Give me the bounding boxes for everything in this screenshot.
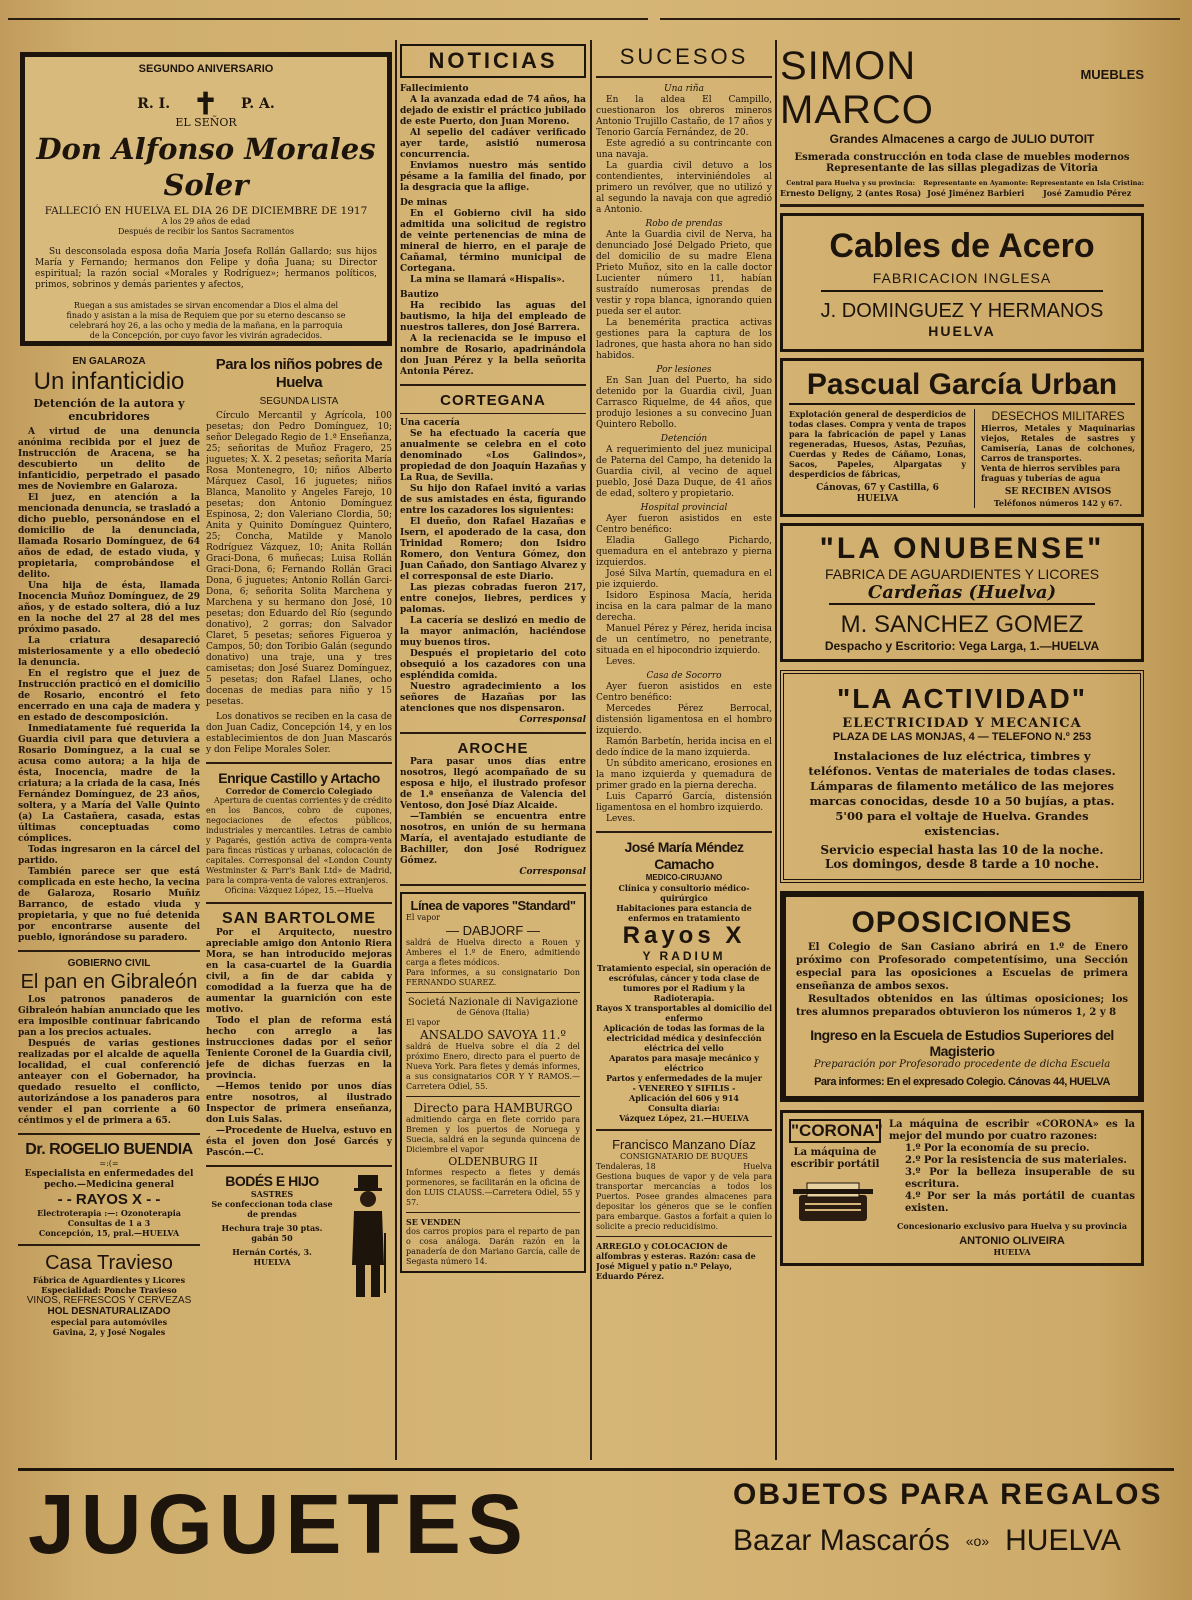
top-rule-right: [660, 18, 1180, 20]
bartolome-paragraph: Todo el plan de reforma está hecho con arreglo a las instrucciones dadas por el señor Teniente Coronel de la Guardia civil, jefe de dichas fuerzas en la provincia.: [206, 1016, 392, 1081]
arreglo-notice: ARREGLO y COLOCACION de alfombras y esteras. Razón: casa de José Miguel y patio n.º Pelayo, Eduardo Pérez.: [596, 1241, 756, 1281]
sucesos-paragraph: En la aldea El Campillo, cuestionaron los obreros mineros Antonio Trujillo Castaño, de 17 años y Tenorio García Fernández, de 20.: [596, 95, 772, 138]
simon-line: Esmerada construcción en toda clase de muebles modernos: [794, 152, 1130, 163]
aroche-title: AROCHE: [457, 740, 529, 757]
footer-separator: «o»: [965, 1533, 990, 1549]
noticias-paragraph: A la avanzada edad de 74 años, ha dejado de existir el práctico jubilado de este Puerto, don Juan Moreno.: [400, 95, 586, 127]
vapores-hamburgo: Directo para HAMBURGO: [413, 1101, 573, 1115]
bartolome-paragraph: Por el Arquitecto, nuestro apreciable amigo don Antonio Riera Mora, se han introducido mejoras en la casa-cuartel de la Guardia civil, a fin de dar cabida y comodidad a la fuerza que ha de aumentar la guarnición con este motivo.: [206, 928, 392, 1015]
vapores-company-city: de Génova (Italia): [456, 1008, 530, 1017]
footer-banner: [18, 1468, 1174, 1580]
typewriter-icon: [789, 1177, 881, 1231]
obituary-rip-left: R. I.: [137, 96, 171, 112]
mendez-line: Habitaciones para estancia de enfermos en tratamiento: [616, 903, 752, 923]
cables-company: J. DOMINGUEZ Y HERMANOS: [820, 300, 1104, 322]
footer-juguetes: JUGUETES: [28, 1477, 529, 1571]
manzano-text: Gestiona buques de vapor y de vela para transportar mercancías a todos los Puertos. Posee grandes almacenes para depositar los géneros que se le confíen para embarque. Gastos a forfait a quien lo solicite a precio reducidísimo.: [596, 1172, 772, 1231]
pascual-right: Hierros, Metales y Maquinarias viejos, Retales de sastres y Camisería, Lanas de colchones, Carros de transportes.: [981, 423, 1135, 463]
ninos-subtitle: SEGUNDA LISTA: [259, 396, 339, 407]
obituary-sacraments: Después de recibir los Santos Sacramentos: [118, 227, 294, 236]
buendia-specialty: Especialista en enfermedades del pecho.—Medicina general: [24, 1169, 194, 1190]
pascual-tel: Teléfonos números 142 y 67.: [993, 498, 1123, 508]
sucesos-heading: Una riña: [664, 84, 704, 94]
sucesos-paragraph: Leves.: [606, 814, 636, 824]
bodes-line: HUELVA: [253, 1257, 291, 1267]
pascual-avisos: SE RECIBEN AVISOS: [1004, 487, 1112, 497]
buendia-separator: =:(=: [99, 1159, 119, 1168]
obituary-notice: [20, 52, 392, 346]
noticias-paragraph: En el Gobierno civil ha sido admitida una solicitud de registro de veinte pertenencias de mina de mineral de hierro, en el paraje de Cañamal, término municipal de Cortegana.: [400, 209, 586, 274]
sucesos-paragraph: A requerimiento del juez municipal de Paterna del Campo, ha detenido la Guardia civil, al vecino de aquel pueblo, José Daza Duque, de 41 años de edad, soltero y propietario.: [596, 445, 772, 499]
column-left-a: [18, 356, 200, 1466]
travieso-line: Fábrica de Aguardientes y Licores: [32, 1275, 186, 1285]
vapores-ship: OLDENBURG II: [448, 1155, 538, 1168]
mendez-rayos: Rayos X: [622, 922, 746, 949]
noticias-heading: De minas: [400, 198, 448, 208]
vapores-title: Línea de vapores "Standard": [410, 898, 576, 913]
pascual-right2: Venta de hierros servibles para fraguas y tuberías de agua: [981, 463, 1121, 483]
travieso-line: especial para automóviles: [50, 1317, 168, 1327]
noticias-paragraph: Ha recibido las aguas del bautismo, la hija del empleado de nuestros talleres, don José Barrera.: [400, 301, 586, 333]
galaroza-paragraph: Todas ingresaron en la cárcel del partido.: [18, 845, 200, 866]
oposiciones-title: OPOSICIONES: [851, 906, 1073, 939]
galaroza-paragraph: La criatura desapareció misteriosamente y a ello obedeció la denuncia.: [18, 636, 200, 668]
buendia-hours: Consultas de 1 a 3: [67, 1218, 151, 1228]
noticias-paragraph: A la recienacida se le impuso el nombre de Rosario, apadrinándola don Juan Pérez y la bella señorita Antonia Pérez.: [400, 334, 586, 377]
onubense-sub: FABRICA DE AGUARDIENTES Y LICORES: [824, 566, 1100, 582]
castillo-office: Oficina: Vázquez López, 15.—Huelva: [224, 886, 374, 895]
mendez-sub: MEDICO-CIRUJANO: [645, 873, 723, 882]
travieso-line: HOL DESNATURALIZADO: [47, 1306, 171, 1317]
mendez-line: Aplicación del 606 y 914: [629, 1093, 739, 1103]
buendia-address: Concepción, 15, pral.—HUELVA: [38, 1228, 180, 1238]
vapores-company: Societá Nazionale di Navigazione: [407, 997, 579, 1008]
sucesos-heading: Hospital provincial: [640, 503, 728, 513]
manzano-city: Huelva: [743, 1162, 772, 1171]
cortegana-paragraph: Nuestro agradecimiento a los señores de Hazañas por las atenciones que nos dispensaron.: [400, 682, 586, 714]
galaroza-title: Un infanticidio: [33, 368, 185, 395]
onubense-office: Despacho y Escritorio: Vega Larga, 1.—HUELVA: [824, 639, 1100, 653]
mendez-line: Clínica y consultorio médico-quirúrgico: [618, 883, 750, 903]
top-rule-left: [8, 18, 648, 20]
aroche-paragraph: —También se encuentra entre nosotros, en unión de su hermana María, el aventajado estudiante de Bachiller, don José Rodríguez Gómez.: [400, 812, 586, 866]
pascual-right-title: DESECHOS MILITARES: [991, 409, 1125, 423]
buendia-ozono: Ozonoterapia: [120, 1208, 181, 1218]
cables-city: HUELVA: [928, 323, 996, 339]
mendez-line: Partos y enfermedades de la mujer: [606, 1073, 762, 1083]
galaroza-paragraph: El juez, en atención a la mencionada denuncia, se trasladó a dicho pueblo, personándose en el domicilio de la denunciada, llamada Rosario Domínguez, de 64 años de edad, de estado viuda, y propietaria, comprobándose el delito.: [18, 493, 200, 580]
ninos-donations: Los donativos se reciben en la casa de don Juan Cadiz, Concepción 14, y en los establecimientos de don Juan Mascarós y don Felipe Morales Soler.: [206, 712, 392, 755]
simon-central: Ernesto Deligny, 2 (antes Rosa): [780, 188, 922, 198]
sucesos-paragraph: La benemérita practica activas gestiones para la captura de los ladrones, que hasta ahora no han sido habidos.: [596, 318, 772, 361]
sucesos-heading: Por lesiones: [656, 365, 712, 375]
sucesos-heading: Casa de Socorro: [646, 671, 722, 681]
sucesos-paragraph: En San Juan del Puerto, ha sido detenido por la Guardia civil, Juan Carrasco Riquelme, de 44 años, que produjo lesiones a su convecino Juan Quintero Rebollo.: [596, 376, 772, 430]
actividad-sunday: Los domingos, desde 8 tarde a 10 noche.: [824, 857, 1099, 871]
bodes-line: Se confeccionan toda clase de prendas: [211, 1199, 333, 1219]
mendez-radium: Y RADIUM: [642, 949, 726, 963]
bodes-line: Hernán Cortés, 3.: [232, 1247, 312, 1257]
vapores-vapor: El vapor: [406, 913, 440, 922]
aroche-paragraph: Para pasar unos días entre nosotros, llegó acompañado de su esposa e hijo, el ilustrado profesor de 1.ª enseñanza de Valencia del Ventoso, don José Díaz Alcaide.: [400, 757, 586, 811]
oposiciones-p2: Resultados obtenidos en las últimas oposiciones; los tres alumnos preparados obtuvieron los números 1, 2 y 8: [796, 994, 1128, 1018]
cortegana-paragraph: Se ha efectuado la cacería que anualmente se celebra en el coto denominado «Los Galindos», propiedad de don Joaquín Hazañas y La Rua, de Sevilla.: [400, 429, 586, 483]
obituary-el-senor: EL SEÑOR: [175, 116, 237, 129]
corona-brand: "CORONA": [789, 1119, 881, 1143]
obituary-death: FALLECIÓ EN HUELVA EL DIA 26 DE DICIEMBRE DE 1917: [44, 205, 368, 217]
bartolome-title: SAN BARTOLOME: [221, 910, 377, 927]
actividad-hours: Servicio especial hasta las 10 de la noche.: [820, 843, 1104, 857]
simon-title: SIMON MARCO: [780, 44, 934, 132]
galaroza-paragraph: Inmediatamente fué requerida la Guardia civil para que detuviera a Rosario Domínguez, a la cual se acusa como autora; a la hija de ésta, Inocencia, madre de la criatura; a la criada de la casa, Inés Fernández Domínguez, de 23 años, soltera, y a María del Valle Quinto (a) La Castañera, casada, estas últimas conceptuadas como cómplices.: [18, 724, 200, 844]
column-ads: [780, 44, 1144, 1464]
manzano-sub: CONSIGNATARIO DE BUQUES: [619, 1152, 749, 1161]
column-noticias: [400, 44, 586, 1464]
buendia-electro: Electroterapia: [37, 1208, 102, 1218]
aroche-signature: Corresponsal: [519, 867, 586, 877]
obituary-age: A los 29 años de edad: [161, 217, 251, 226]
simon-ayamonte-label: Representante en Ayamonte:: [923, 179, 1029, 187]
castillo-text: Apertura de cuentas corrientes y de crédito en los Bancos, cobro de cupones, negociaciones de efectos públicos, industriales y mercantiles. Letras de cambio y Pagarés, gestión activa de compra-venta para fincas rústicas y urbanas, colocación de capitales. Corresponsal del «London County Westminster & Parr's Bank Ltd» de Madrid, para la compra-venta de valores extranjeros.: [206, 796, 392, 885]
galaroza-kicker: EN GALAROZA: [72, 356, 146, 367]
manzano-address: Tendaleras, 18: [596, 1162, 656, 1171]
sucesos-paragraph: Manuel Pérez y Pérez, herida incisa de un centímetro, no penetrante, situada en el hipocondrio izquierdo.: [596, 624, 772, 656]
mendez-line: Rayos X transportables al domicilio del enfermo: [596, 1003, 772, 1023]
vapores-text: dos carros propios para el reparto de pan o cosa análoga. Darán razón en la panadería de don Mariano García, calle de Segasta número 14.: [406, 1227, 580, 1266]
pascual-city: HUELVA: [856, 494, 899, 504]
ninos-title: Para los niños pobres de Huelva: [215, 356, 383, 391]
sucesos-heading: Robo de prendas: [645, 219, 723, 229]
oposiciones-p1: El Colegio de San Casiano abrirá en 1.º de Enero próximo con Profesorado competentísimo, una Sección especial para las oposiciones a Escuelas de primera enseñanza de ambos sexos.: [796, 942, 1128, 992]
onubense-owner: M. SANCHEZ GOMEZ: [840, 611, 1084, 638]
vapores-se-venden: SE VENDEN: [406, 1217, 461, 1227]
cortegana-title: CORTEGANA: [440, 392, 546, 409]
actividad-sub: ELECTRICIDAD Y MECANICA: [842, 716, 1082, 731]
footer-objetos: OBJETOS PARA REGALOS: [733, 1478, 1163, 1511]
sucesos-paragraph: Luis Caparró García, distensión ligamentosa en el hombro izquierdo.: [596, 792, 772, 813]
mendez-line: - VENEREO Y SIFILIS -: [632, 1083, 736, 1093]
cortegana-paragraph: Las piezas cobradas fueron 217, entre conejos, liebres, perdices y palomas.: [400, 583, 586, 615]
vapores-text: saldrá de Huelva sobre el día 2 del próximo Enero, directo para el puerto de Nueva York. Para fletes y demás informes, a sus consignatarios COR Y Y RAMOS.—Carretera Odiel, 55.: [406, 1042, 580, 1091]
vapores-vapor: El vapor: [406, 1018, 440, 1027]
actividad-address: PLAZA DE LAS MONJAS, 4 — TELEFONO N.º 253: [832, 731, 1092, 743]
noticias-paragraph: Enviamos nuestro más sentido pésame a la familia del finado, por la desgracia que la aflige.: [400, 161, 586, 193]
simon-line: Grandes Almacenes a cargo de JULIO DUTOIT: [829, 132, 1095, 146]
column-rule: [395, 40, 397, 1460]
cables-sub: FABRICACION INGLESA: [821, 270, 1103, 292]
galaroza-paragraph: A virtud de una denuncia anónima recibida por el juez de Instrucción de Aracena, se ha descubierto un delito de infanticidio, perpetrado el pasado mes de Noviembre en Galaroza.: [18, 427, 200, 492]
onubense-town: Cardeñas (Huelva): [829, 582, 1095, 605]
simon-central-label: Central para Huelva y su provincia:: [786, 179, 915, 187]
bodes-line: gabán 50: [251, 1233, 293, 1243]
gobierno-paragraph: Después de varias gestiones realizadas por el alcalde de aquella localidad, el cual conferenció anteayer con el Gobernador, ha quedado resuelto el conflicto, autorizándose a los panaderos para vender el pan corriente a 60 céntimos y el de primera a 65.: [18, 1039, 200, 1126]
manzano-title: Francisco Manzano Díaz: [612, 1137, 756, 1152]
galaroza-paragraph: También parece ser que está complicada en este hecho, la vecina de Galaroza, Rosario Muñiz Barranco, de estado viuda y propietaria, y que no fué detenida por encontrarse ausente del pueblo, ignorándose su paradero.: [18, 867, 200, 943]
mendez-line: Tratamiento especial, sin operación de escrófulas, cáncer y toda clase de tumores por el Radium y la Radioterapia.: [597, 963, 771, 1003]
sucesos-paragraph: Leves.: [606, 657, 636, 667]
mendez-line: Consulta diaria:: [648, 1103, 720, 1113]
mendez-line: Vázquez López, 21.—HUELVA: [619, 1113, 749, 1123]
bartolome-paragraph: —Procedente de Huelva, estuvo en ésta el joven don José Garcés y Pascón.—C.: [206, 1126, 392, 1158]
noticias-title: NOTICIAS: [428, 48, 558, 73]
sucesos-paragraph: Ayer fueron asistidos en este Centro benéfico:: [596, 682, 772, 703]
cortegana-paragraph: La cacería se deslizó en medio de la mayor animación, haciéndose muy buenos tiros.: [400, 616, 586, 648]
vapores-text: saldrá de Huelva directo a Rouen y Amberes el 1.º de Enero, admitiendo carga a fletes módicos.: [406, 938, 580, 967]
corona-reason: 3.º Por la belleza insuperable de su escritura.: [905, 1167, 1135, 1190]
cortegana-signature: Corresponsal: [519, 715, 586, 725]
gobierno-title: El pan en Gibraleón: [20, 971, 198, 993]
corona-concession: Concesionario exclusivo para Huelva y su provincia: [897, 1221, 1127, 1231]
sucesos-paragraph: Eladia Gallego Pichardo, quemadura en el antebrazo y pierna izquierdos.: [596, 536, 772, 568]
bartolome-paragraph: —Hemos tenido por unos días entre nosotros, al ilustrado Inspector de primera enseñanza, don Luis Salas.: [206, 1082, 392, 1125]
sucesos-paragraph: Ramón Barbetín, herida incisa en el dedo índice de la mano izquierda.: [596, 737, 772, 758]
buendia-mid: :—:: [104, 1208, 119, 1218]
sucesos-paragraph: José Silva Martín, quemadura en el pie izquierdo.: [596, 569, 772, 590]
corona-reason: 4.º Por ser la más portátil de cuantas existen.: [905, 1191, 1135, 1214]
corona-tag: La máquina de escribir portátil: [790, 1147, 880, 1170]
cross-icon: ✝: [192, 87, 219, 122]
column-rule: [590, 40, 592, 1460]
footer-bazar: Bazar Mascarós: [733, 1524, 950, 1557]
noticias-heading: Fallecimiento: [400, 84, 469, 94]
column-left-b: [206, 356, 392, 1466]
actividad-title: "LA ACTIVIDAD": [836, 683, 1088, 714]
cortegana-paragraph: Después el propietario del coto obsequió a los cazadores con una espléndida comida.: [400, 649, 586, 681]
travieso-line: Especialidad: Ponche Travieso: [41, 1285, 177, 1295]
corona-intro: La máquina de escribir «CORONA» es la mejor del mundo por cuatro razones:: [889, 1119, 1135, 1142]
cortegana-heading: Una cacería: [400, 418, 460, 428]
corona-reason: 2.º Por la resistencia de sus materiales.: [905, 1155, 1127, 1166]
vapores-text: Para informes, a su consignatario Don FERNANDO SUAREZ.: [406, 968, 580, 987]
castillo-title: Enrique Castillo y Artacho: [218, 770, 380, 786]
mendez-line: Aplicación de todas las formas de la electricidad médica y desinfección eléctrica del vello: [603, 1023, 765, 1053]
onubense-title: "LA ONUBENSE": [819, 532, 1105, 565]
column-sucesos: [596, 44, 772, 1464]
sucesos-paragraph: Un súbdito americano, erosiones en la mano izquierda y quemadura de primer grado en la pierna derecha.: [596, 759, 772, 791]
sucesos-paragraph: Mercedes Pérez Berrocal, distensión ligamentosa en el hombro izquierdo.: [596, 704, 772, 736]
bodes-title: BODÉS E HIJO: [225, 1173, 319, 1189]
noticias-paragraph: Al sepelio del cadáver verificado ayer tarde, asistió numerosa concurrencia.: [400, 128, 586, 160]
corona-name: ANTONIO OLIVEIRA: [959, 1235, 1065, 1247]
actividad-services: Instalaciones de luz eléctrica, timbres y teléfonos. Ventas de materiales de todas clases. Lámparas de filamento metálico de las mejores marcas conocidas, desde 10 a 50 bujías, a ptas. 5'00 para el voltaje de Huelva. Grandes existencias.: [808, 749, 1116, 838]
buendia-name: Dr. ROGELIO BUENDIA: [25, 1141, 193, 1158]
ninos-list: Círculo Mercantil y Agrícola, 100 pesetas; don Pedro Domínguez, 10; señor Delegado Regio de 1.ª Enseñanza, 25; señoritas de Muñoz Fragero, 25 juguetes; X. X. 2 pesetas; señorita María Rosa Montenegro, 10; niños Alberto Márquez Casol, 16 juguetes; niños Blanca, Manolito y Angeles Farejo, 10 pesetas; don Antonio Domínguez Espinosa, 2; don Valeriano Clordia, 50; Anita y Quinito Domínguez Quintero, 25; Concha, Matilde y Manolo Rodríguez Vázquez, 10; Anita Rollán Graci-Dona, 6 muñecas; Luisa Rollán Graci-Dona, 6; Fernando Rollán Graci Dona, 6 juguetes; Antonio Rollán Garci-Dona, 6; señorita Solita Marchena y Marchena y su hermano don José, 10 pesetas; don Eduardo del Río (segundo donativo), 2 gorras; don Salvador Claret, 5 pesetas; señores Figueroa y Campos, 50; don Toribio Galán (segundo donativo) una traje, una y tres camisetas; don José Suarez Domínguez, 5 pesetas; don Rafael Llanes, ocho docenas de medias para niño y 15 pesetas.: [206, 411, 392, 707]
sucesos-paragraph: Isidoro Espinosa Macía, herida incisa en la cara palmar de la mano derecha.: [596, 591, 772, 623]
mendez-title: José María Méndez Camacho: [624, 839, 744, 872]
corona-city: HUELVA: [993, 1247, 1031, 1257]
sucesos-paragraph: La guardia civil detuvo a los contendientes, interviniéndoles al primero un revólver, que no utilizó y al segundo la navaja con que agredió a Antonio.: [596, 161, 772, 215]
cortegana-paragraph: El dueño, don Rafael Hazañas e Isern, el apoderado de la casa, don Trinidad Romero; don Isidro Romero, don Ventura Gómez, don Juan Cañado, don Santiago Alvarez y el corresponsal de este Diario.: [400, 517, 586, 582]
vapores-text: Informes respecto a fletes y demás pormenores, se facilitarán en la oficina de don LUIS CLAUSS.—Carretera Odiel, 55 y 57.: [406, 1168, 580, 1207]
pascual-title: Pascual García Urban: [806, 368, 1118, 401]
vapores-ship: ANSALDO SAVOYA 11.º: [419, 1028, 567, 1042]
pascual-left: Explotación general de desperdicios de todas clases. Compra y venta de trapos para la fabricación de papel y Lanas regeneradas, Huesos, Astas, Pezuñas, Cuerdas y Redes de Cáñamo, Lonas, Sacos, Papeles, Alpargatas y desperdicios de fábricas,: [789, 409, 967, 479]
obituary-request: Ruegan a sus amistades se sirvan encomendar a Dios el alma del finado y asistan a la misa de Requiem que por su eterno descanso se celebrará hoy 26, a las ocho y media de la mañana, en la parroquia de la Concepción, por cuyo favor les vivirán agradecidos.: [66, 301, 346, 340]
sucesos-heading: Detención: [660, 434, 708, 444]
travieso-title: Casa Travieso: [45, 1252, 173, 1274]
obituary-rip-right: P. A.: [241, 96, 275, 112]
buendia-rayos: - - RAYOS X - -: [57, 1191, 161, 1208]
sucesos-paragraph: Este agredió a su contrincante con una navaja.: [596, 139, 772, 160]
gobierno-paragraph: Los patronos panaderos de Gibraleón habían anunciado que les era imposible continuar fabricando pan a los precios actuales.: [18, 995, 200, 1038]
simon-muebles: MUEBLES: [1080, 67, 1144, 82]
pascual-address: Cánovas, 67 y Castilla, 6: [816, 483, 939, 493]
noticias-heading: Bautizo: [400, 290, 439, 300]
oposiciones-p3: Preparación por Profesorado procedente de dicha Escuela: [813, 1059, 1111, 1070]
vapores-ship: — DABJORF —: [446, 923, 540, 938]
obituary-anniversary: SEGUNDO ANIVERSARIO: [138, 63, 274, 75]
noticias-paragraph: La mina se llamará «Hispalis».: [410, 275, 565, 285]
sucesos-paragraph: Ante la Guardia civil de Nerva, ha denunciado José Delgado Prieto, que del domicilio de su madre Elena Prieto Muñoz, sito en la calle doctor Lucienter número 11, habían sustraído numerosas prendas de vestir y ropa blanca, ignorando quien pueda ser el autor.: [596, 230, 772, 317]
sucesos-paragraph: Ayer fueron asistidos en este Centro benéfico:: [596, 514, 772, 535]
mendez-line: Aparatos para masaje mecánico y eléctrico: [609, 1053, 759, 1073]
oposiciones-ingreso: Ingreso en la Escuela de Estudios Superiores del Magisterio: [810, 1027, 1114, 1059]
sucesos-title: SUCESOS: [619, 44, 749, 69]
galaroza-subtitle: Detención de la autora y encubridores: [33, 397, 185, 423]
travieso-line: Gavina, 2, y José Nogales: [52, 1327, 166, 1337]
obituary-family: Su desconsolada esposa doña María Josefa Rollán Gallardo; sus hijos María y Fernando; hermanos don Felipe y doña Juana; su Director espiritual; la razón social «Morales y Rodríguez»; hermanos políticos, primos, sobrinos y demás parientes y afectos,: [35, 247, 377, 290]
simon-isla-label: Representante en Isla Cristina:: [1030, 179, 1144, 187]
castillo-sub: Corredor de Comercio Colegiado: [225, 786, 373, 796]
travieso-line: VINOS, REFRESCOS Y CERVEZAS: [26, 1295, 192, 1306]
cables-title: Cables de Acero: [829, 227, 1095, 265]
galaroza-paragraph: En el registro que el juez de Instrucción practicó en el domicilio de Rosario, encontró el feto encerrado en una caja de madera y en estado de descomposición.: [18, 669, 200, 723]
gentleman-figure-icon: [344, 1173, 392, 1307]
corona-reason: 1.º Por la economía de su precio.: [905, 1143, 1090, 1154]
footer-city: HUELVA: [1005, 1524, 1121, 1557]
simon-isla: José Zamudio Pérez: [1042, 188, 1132, 198]
simon-ayamonte: José Jiménez Barbieri: [927, 188, 1025, 198]
cortegana-paragraph: Su hijo don Rafael invitó a varias de sus amistades en ésta, figurando entre los cazadores los siguientes:: [400, 484, 586, 516]
bodes-line: Hechura traje 30 ptas.: [221, 1223, 323, 1233]
galaroza-paragraph: Una hija de ésta, llamada Inocencia Muñoz Domínguez, de 29 años, y de estado soltera, dió a luz en la noche del 27 al 28 del mes próximo pasado.: [18, 581, 200, 635]
vapores-text: admitiendo carga en flete corrido para Bremen y los puertos de Noruega y Suecia, saldrá en la segunda quincena de Diciembre el vapor: [406, 1115, 580, 1154]
bodes-sub: SASTRES: [250, 1189, 294, 1199]
obituary-name: Don Alfonso Morales Soler: [36, 132, 376, 202]
gobierno-kicker: GOBIERNO CIVIL: [67, 958, 151, 969]
simon-line: Representante de las sillas plegadizas de Vitoria: [826, 163, 1098, 174]
oposiciones-p4: Para informes: En el expresado Colegio. Cánovas 44, HUELVA: [814, 1076, 1110, 1088]
column-rule: [775, 40, 777, 1460]
